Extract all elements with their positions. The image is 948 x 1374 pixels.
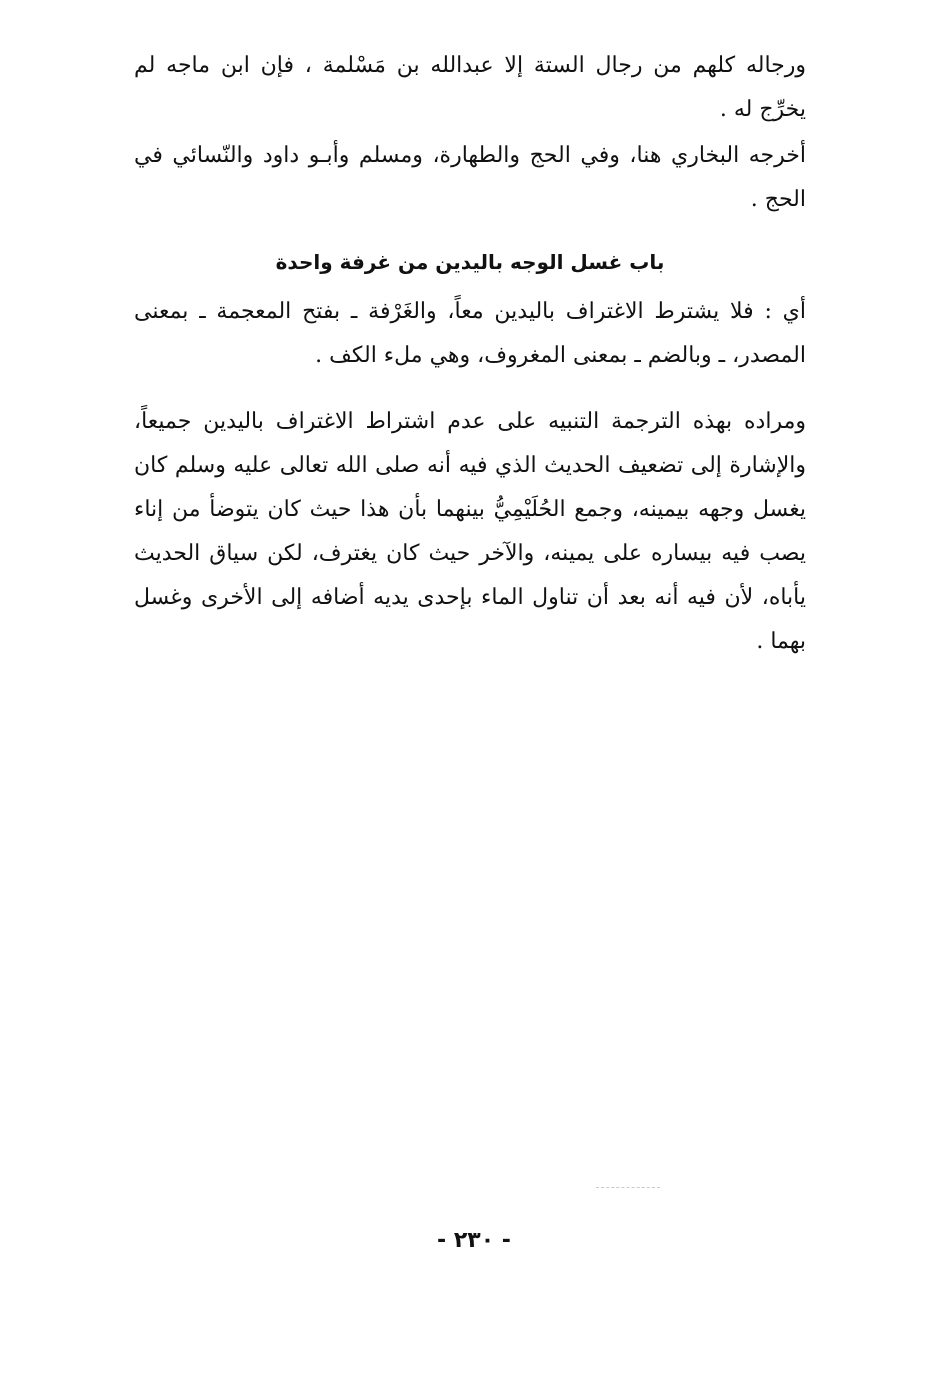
footnote-divider xyxy=(596,1187,660,1188)
paragraph-commentary: ومراده بهذه الترجمة التنبيه على عدم اشتراط الاغتراف باليدين جميعاً، والإشارة إلى تضعيف الحديث الذي فيه أنه صلى الله تعالى عليه وسلم كان يغسل وجهه بيمينه، وجمع الحُلَيْمِيُّ بينهما بأن هذا حيث كان يتوضأ من إناء يصب فيه بيساره على يمينه، والآخر حيث كان يغترف، لكن سياق الحديث يأباه، لأن فيه أنه بعد أن تناول الماء بإحدى يديه أضافه إلى الأخرى وغسل بهما . xyxy=(134,409,806,654)
paragraph-narrators-note: ورجاله كلهم من رجال الستة إلا عبدالله بن مَسْلمة ، فإن ابن ماجه لم يخرِّج له . xyxy=(134,53,806,122)
chapter-heading: باب غسل الوجه باليدين من غرفة واحدة xyxy=(275,250,665,274)
paragraph-definition: أي : فلا يشترط الاغتراف باليدين معاً، والغَرْفة ـ بفتح المعجمة ـ بمعنى المصدر، ـ وبالضم ـ بمعنى المغروف، وهي ملء الكف . xyxy=(134,299,806,368)
paragraph-takhrij: أخرجه البخاري هنا، وفي الحج والطهارة، ومسلم وأبـو داود والنّسائي في الحج . xyxy=(134,143,806,212)
page-number: - ٢٣٠ - xyxy=(437,1228,511,1253)
